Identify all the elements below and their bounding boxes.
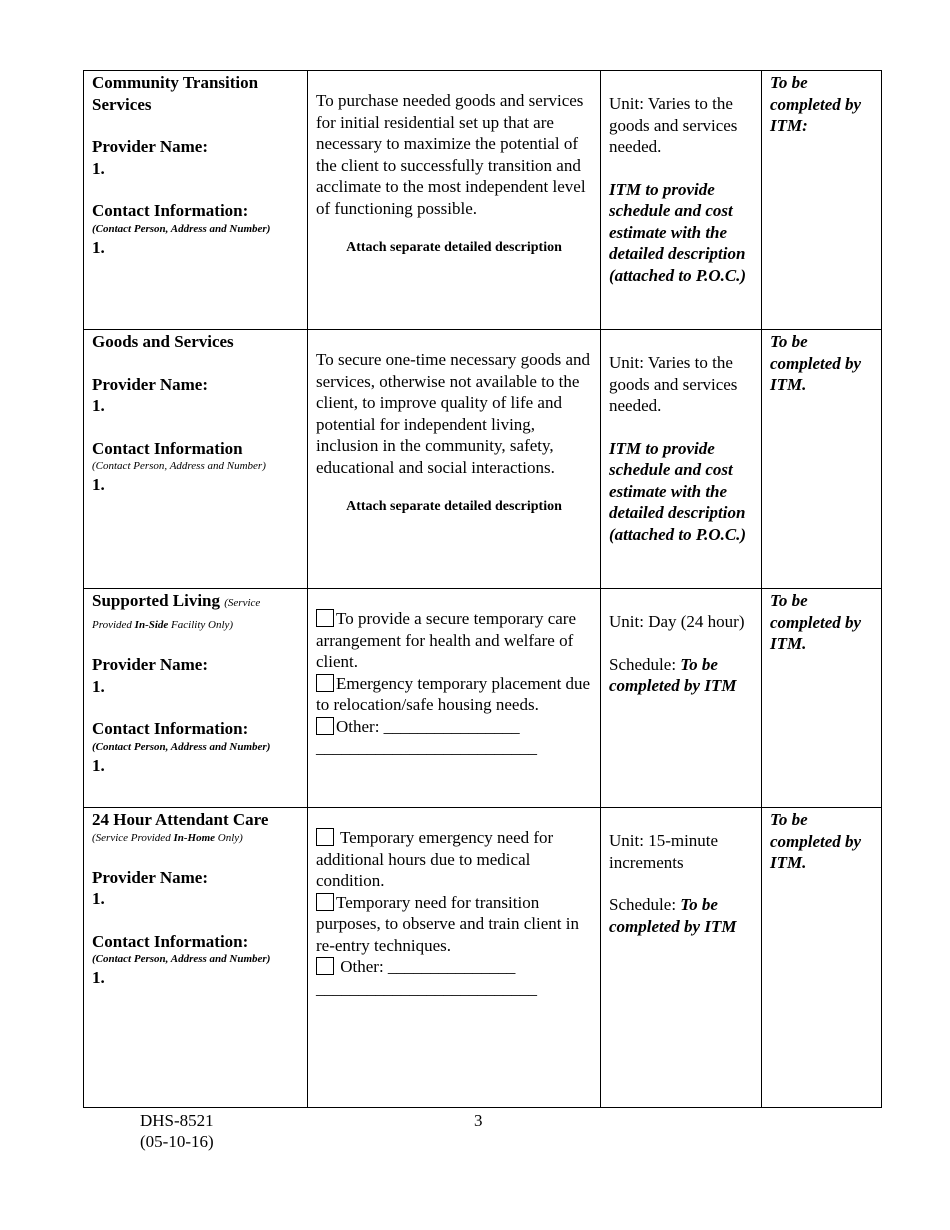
option-item: To provide a secure temporary care arrangement for health and welfare of client.: [316, 609, 576, 671]
unit-cell: [601, 71, 762, 330]
option-item: Temporary emergency need for additional hours due to medical condition.: [316, 828, 554, 890]
fill-in-line: __________________________: [316, 978, 537, 998]
fill-in-line: __________________________: [316, 738, 537, 757]
attach-note: Attach separate detailed description: [346, 240, 562, 255]
unit-text: Unit: Day (24 hour): [609, 612, 745, 631]
service-title: Supported Living: [92, 591, 221, 610]
provider-number: 1.: [92, 889, 105, 908]
contact-note: (Contact Person, Address and Number): [92, 740, 271, 753]
options-cell: [308, 589, 601, 808]
provider-label: Provider Name:: [92, 655, 208, 674]
checkbox[interactable]: [316, 828, 334, 846]
provider-label: Provider Name:: [92, 137, 208, 156]
contact-label: Contact Information: [92, 438, 243, 458]
provider-number: 1.: [92, 158, 105, 178]
completed-cell: [762, 589, 882, 808]
service-heading: [92, 590, 299, 633]
service-note: (Service Provided In-Home Only): [92, 831, 243, 844]
contact-number: 1.: [92, 755, 105, 775]
option-item: Temporary need for transition purposes, to observe and train client in re-entry techniques.: [316, 892, 579, 955]
completed-cell: [762, 71, 882, 330]
provider-number: 1.: [92, 396, 105, 415]
service-cell: [84, 808, 308, 1108]
option-item: Emergency temporary placement due to relocation/safe housing needs.: [316, 673, 591, 714]
completed-by: To be completed by ITM.: [770, 591, 862, 653]
attach-note: Attach separate detailed description: [346, 499, 562, 514]
unit-text: Unit: 15-minute increments: [609, 831, 719, 872]
completed-cell: [762, 808, 882, 1108]
form-id: [140, 1110, 214, 1152]
description-cell: [308, 71, 601, 330]
completed-by: To be completed by ITM:: [770, 73, 862, 135]
contact-number: 1.: [92, 968, 105, 987]
table-row: [84, 71, 882, 330]
provider-label: Provider Name:: [92, 374, 208, 394]
schedule: Schedule: To be completed by ITM: [609, 895, 737, 936]
option-list: [316, 827, 592, 999]
unit-cell: [601, 589, 762, 808]
checkbox[interactable]: [316, 893, 334, 911]
unit-text: Unit: Varies to the goods and services needed.: [609, 94, 738, 156]
option-item: Other: _______________: [316, 956, 592, 978]
service-note: (Service Provided In-Side Facility Only): [92, 597, 261, 631]
form-number: DHS-8521: [140, 1111, 214, 1130]
service-cell: [84, 71, 308, 330]
provider-label: Provider Name:: [92, 867, 208, 887]
service-description: To purchase needed goods and services for initial residential set up that are necessary to maximize the potential of the client to successfully transition and acclimate to the most independent level of functioning possible.: [316, 91, 586, 218]
options-cell: [308, 808, 601, 1108]
checkbox[interactable]: [316, 609, 334, 627]
page-number: 3: [474, 1111, 483, 1130]
service-description: To secure one-time necessary goods and services, otherwise not available to the client, to improve quality of life and potential for independent living, inclusion in the community, safety, educational and social interactions.: [316, 350, 591, 477]
service-cell: [84, 589, 308, 808]
completed-cell: [762, 330, 882, 589]
contact-note: (Contact Person, Address and Number): [92, 222, 271, 235]
form-date: (05-10-16): [140, 1132, 214, 1151]
provider-number: 1.: [92, 676, 105, 696]
itm-note: ITM to provide schedule and cost estimate with the detailed description (attached to P.O.C.): [609, 179, 747, 285]
contact-note: (Contact Person, Address and Number): [92, 460, 266, 472]
service-cell: [84, 330, 308, 589]
service-title: 24 Hour Attendant Care: [92, 810, 269, 829]
completed-by: To be completed by ITM.: [770, 810, 862, 872]
contact-note: (Contact Person, Address and Number): [92, 953, 271, 965]
service-title: Goods and Services: [92, 332, 234, 351]
checkbox[interactable]: [316, 717, 334, 735]
table-row: [84, 589, 882, 808]
table-row: [84, 330, 882, 589]
contact-label: Contact Information:: [92, 201, 249, 220]
description-cell: [308, 330, 601, 589]
contact-label: Contact Information:: [92, 931, 249, 951]
unit-cell: [601, 808, 762, 1108]
completed-by: To be completed by ITM.: [770, 332, 862, 394]
schedule: Schedule: To be completed by ITM: [609, 654, 737, 695]
unit-text: Unit: Varies to the goods and services needed.: [609, 353, 738, 415]
unit-cell: [601, 330, 762, 589]
checkbox[interactable]: [316, 674, 334, 692]
checkbox[interactable]: [316, 957, 334, 975]
service-title: Community Transition Services: [92, 73, 259, 114]
option-list: [316, 608, 592, 759]
contact-label: Contact Information:: [92, 719, 249, 738]
contact-number: 1.: [92, 475, 105, 494]
itm-note: ITM to provide schedule and cost estimate with the detailed description (attached to P.O.C.): [609, 438, 747, 544]
option-item: Other: ________________: [316, 716, 592, 738]
contact-number: 1.: [92, 237, 105, 257]
services-table: [83, 70, 882, 1108]
table-row: [84, 808, 882, 1108]
